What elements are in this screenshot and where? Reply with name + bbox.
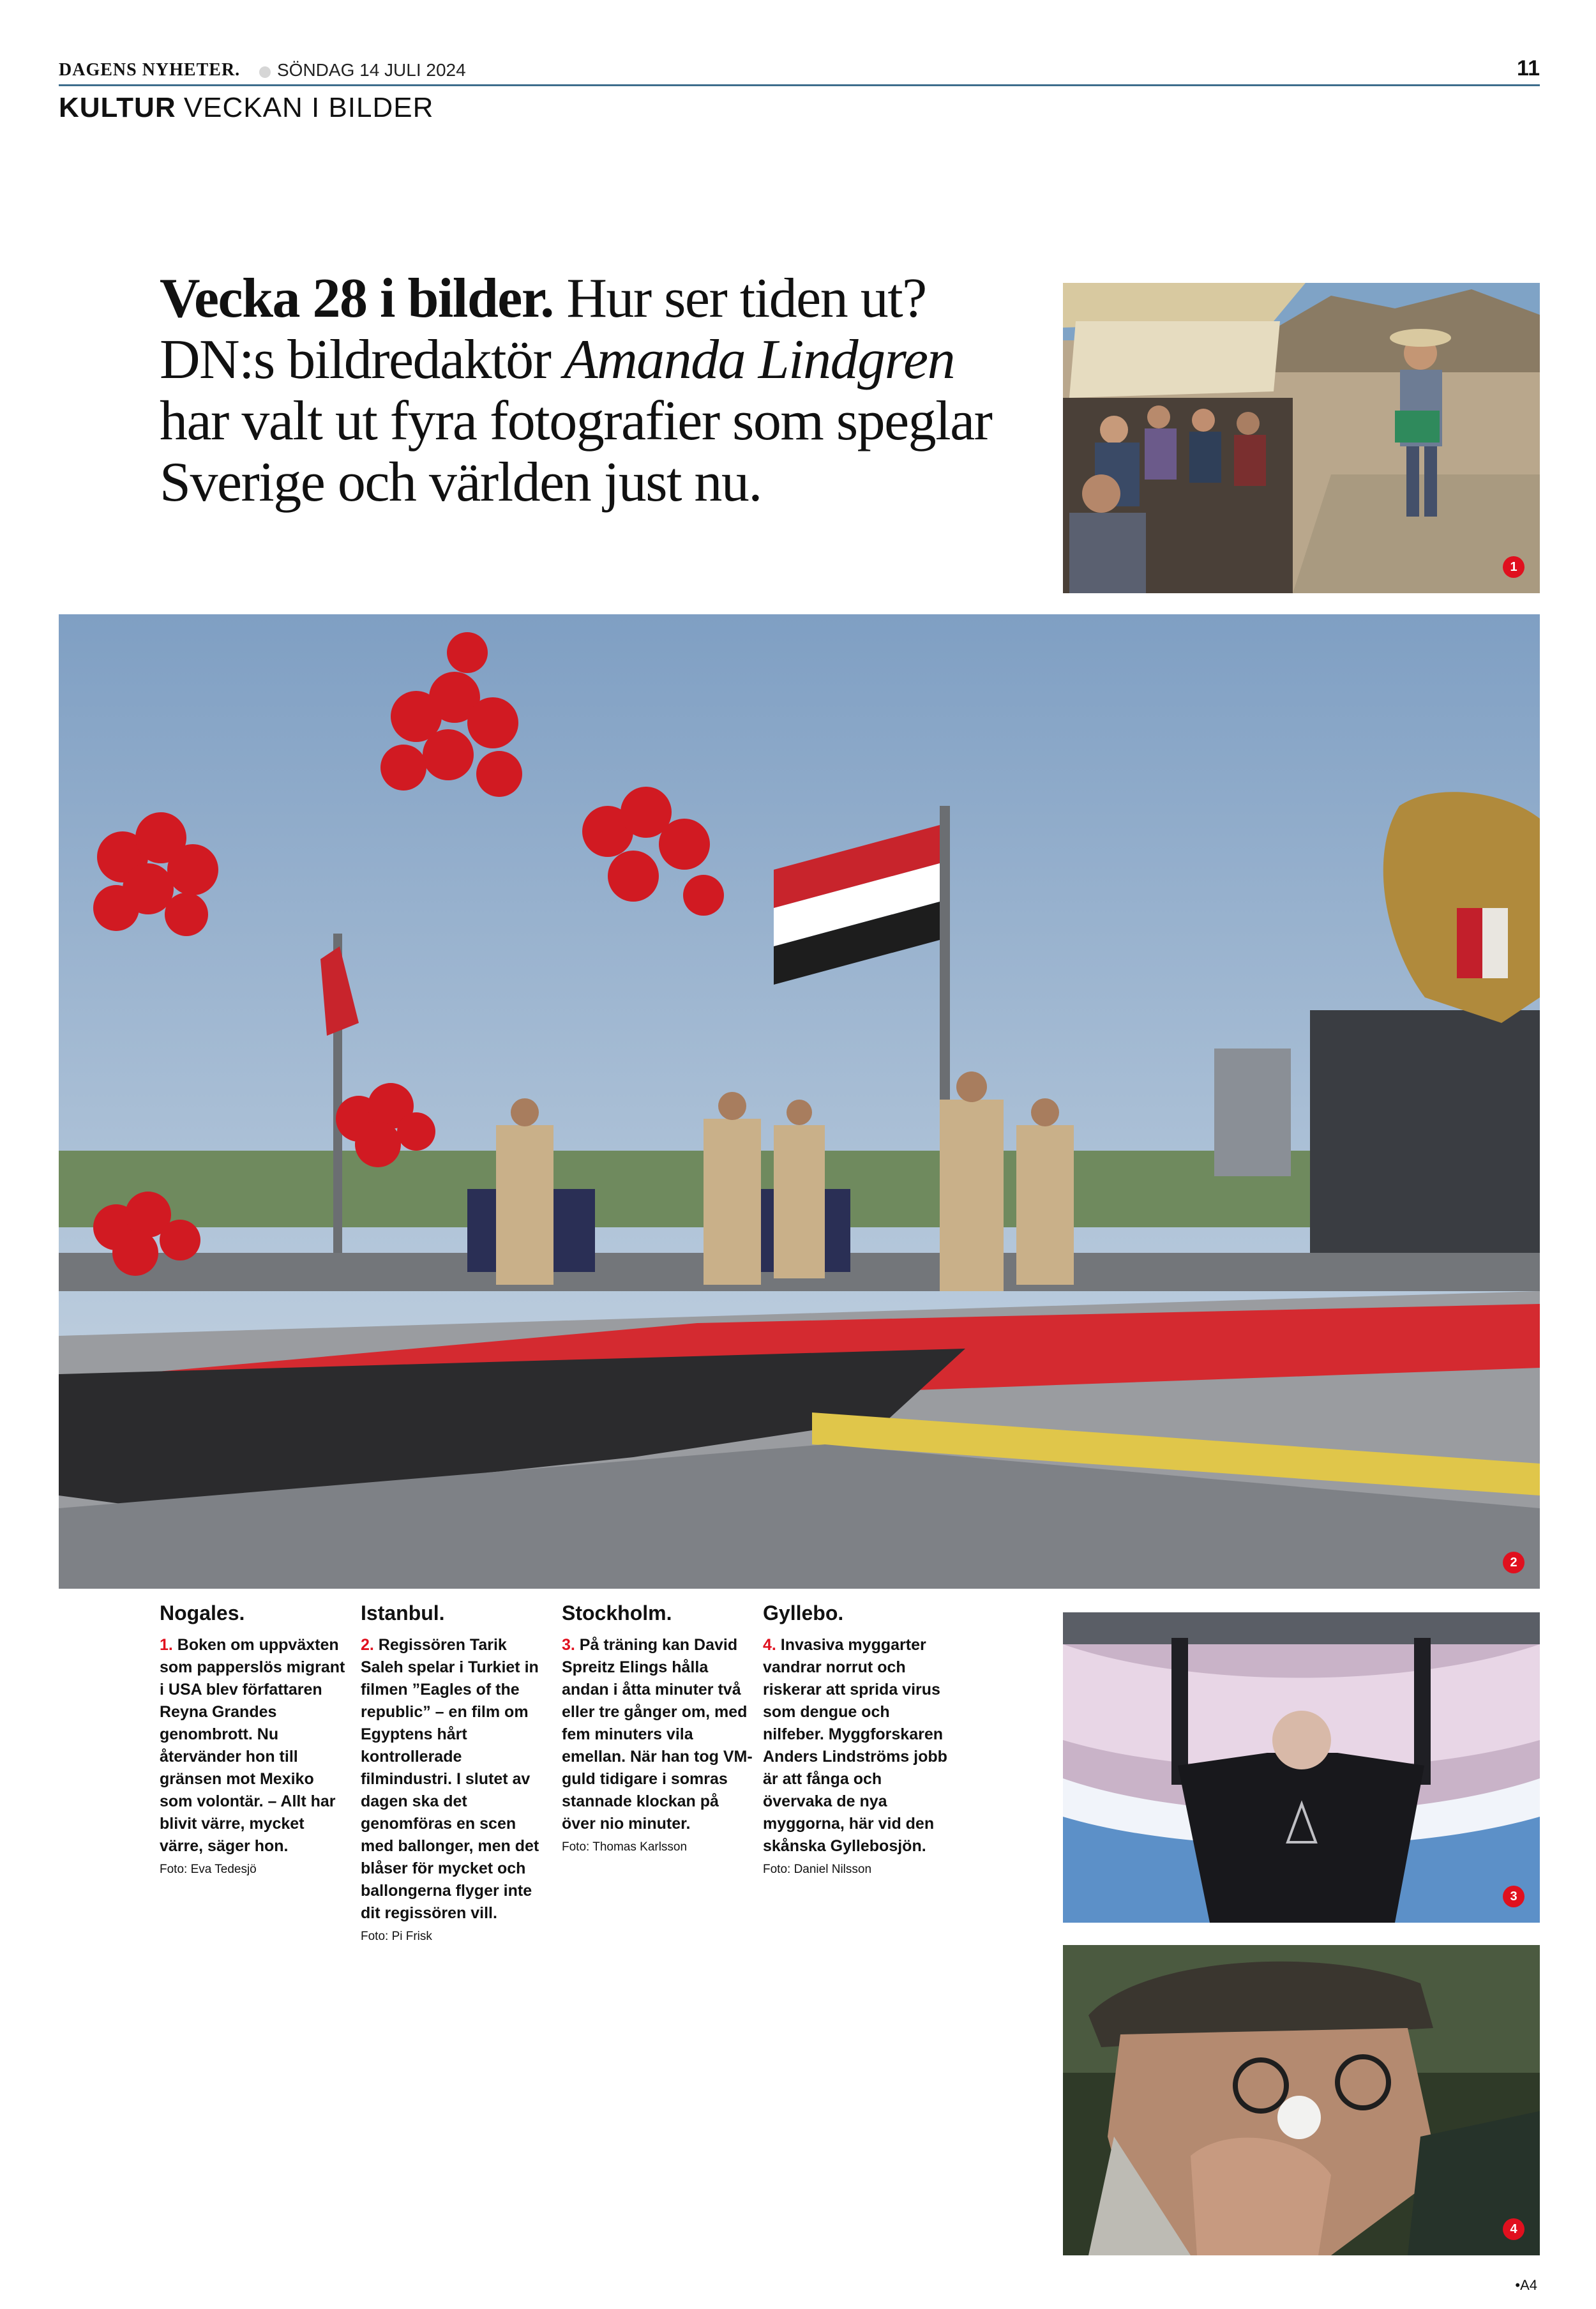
caption-text: Boken om uppväxten som papperslös migrant i USA blev författaren Reyna Grandes genombrott. Nu återvänder hon till gränsen mot Mexiko som volontär. – Allt har blivit värre, mycket värre, säger hon. [160, 1636, 345, 1855]
headline-rest: har valt ut fyra fotografier som speglar Sverige och världen just nu. [160, 390, 992, 513]
photo-stockholm-image [1063, 1612, 1540, 1923]
photo-credit: Foto: Thomas Karlsson [562, 1840, 688, 1854]
caption-nogales [160, 1601, 351, 1877]
dateline: SÖNDAG 14 JULI 2024 [277, 60, 466, 80]
section-sub: VECKAN I BILDER [183, 92, 434, 123]
caption-number: 1. [160, 1636, 173, 1654]
photo-gyllebo-badge: 4 [1503, 2218, 1524, 2240]
separator-dot [259, 66, 271, 78]
caption-location: Istanbul. [361, 1601, 445, 1624]
photo-credit: Foto: Eva Tedesjö [160, 1863, 257, 1876]
caption-istanbul [361, 1601, 552, 1944]
caption-body [562, 1634, 753, 1835]
photo-istanbul [59, 614, 1540, 1589]
caption-location: Stockholm. [562, 1601, 672, 1624]
caption-location: Gyllebo. [763, 1601, 844, 1624]
section-label [59, 92, 433, 124]
caption-text: Invasiva myggarter vandrar norrut och riskerar att sprida virus som dengue och nilfeber. Myggforskaren Anders Lindströms jobb är att fånga och övervaka de nya myggorna, här vid den skånska Gyllebosjön. [763, 1636, 947, 1855]
page-headline [160, 268, 1021, 513]
edition-marker: •A4 [1515, 2277, 1537, 2293]
caption-location: Nogales. [160, 1601, 245, 1624]
headline-editor-name: Amanda Lindgren [563, 329, 955, 391]
headline-question: Hur ser tiden ut? [553, 268, 926, 329]
caption-body [160, 1634, 351, 1858]
caption-number: 2. [361, 1636, 374, 1654]
photo-istanbul-badge: 2 [1503, 1552, 1524, 1573]
photo-istanbul-image [59, 614, 1540, 1589]
caption-number: 3. [562, 1636, 575, 1654]
photo-credit: Foto: Daniel Nilsson [763, 1863, 872, 1876]
section-main: KULTUR [59, 92, 176, 123]
caption-body [763, 1634, 954, 1858]
masthead [59, 55, 1540, 87]
photo-stockholm [1063, 1612, 1540, 1923]
photo-gyllebo-image [1063, 1945, 1540, 2255]
caption-stockholm [562, 1601, 753, 1854]
photo-credit: Foto: Pi Frisk [361, 1930, 432, 1943]
caption-gyllebo [763, 1601, 954, 1877]
photo-nogales [1063, 283, 1540, 593]
paper-name: DAGENS NYHETER. [59, 60, 241, 80]
caption-text: På träning kan David Spreitz Elings hålla andan i åtta minuter två eller tre gånger om, med fem minuters vila emellan. När han tog VM-guld tidigare i somras stannade klockan på över nio minuter. [562, 1636, 753, 1833]
headline-pre-name: DN:s bildredaktör [160, 329, 564, 391]
photo-nogales-badge: 1 [1503, 556, 1524, 578]
photo-stockholm-badge: 3 [1503, 1886, 1524, 1907]
page-number: 11 [1517, 56, 1540, 80]
photo-nogales-image [1063, 283, 1540, 593]
headline-bold: Vecka 28 i bilder. [160, 268, 553, 329]
photo-gyllebo [1063, 1945, 1540, 2255]
caption-number: 4. [763, 1636, 776, 1654]
caption-text: Regissören Tarik Saleh spelar i Turkiet in filmen ”Eagles of the republic” – en film om Egyptens hårt kontrollerade filmindustri. I slutet av dagen ska det genomföras en scen med ballonger, men det blåser för mycket och ballongerna flyger inte dit regissören vill. [361, 1636, 539, 1922]
caption-body [361, 1634, 552, 1925]
header-rule [59, 84, 1540, 86]
